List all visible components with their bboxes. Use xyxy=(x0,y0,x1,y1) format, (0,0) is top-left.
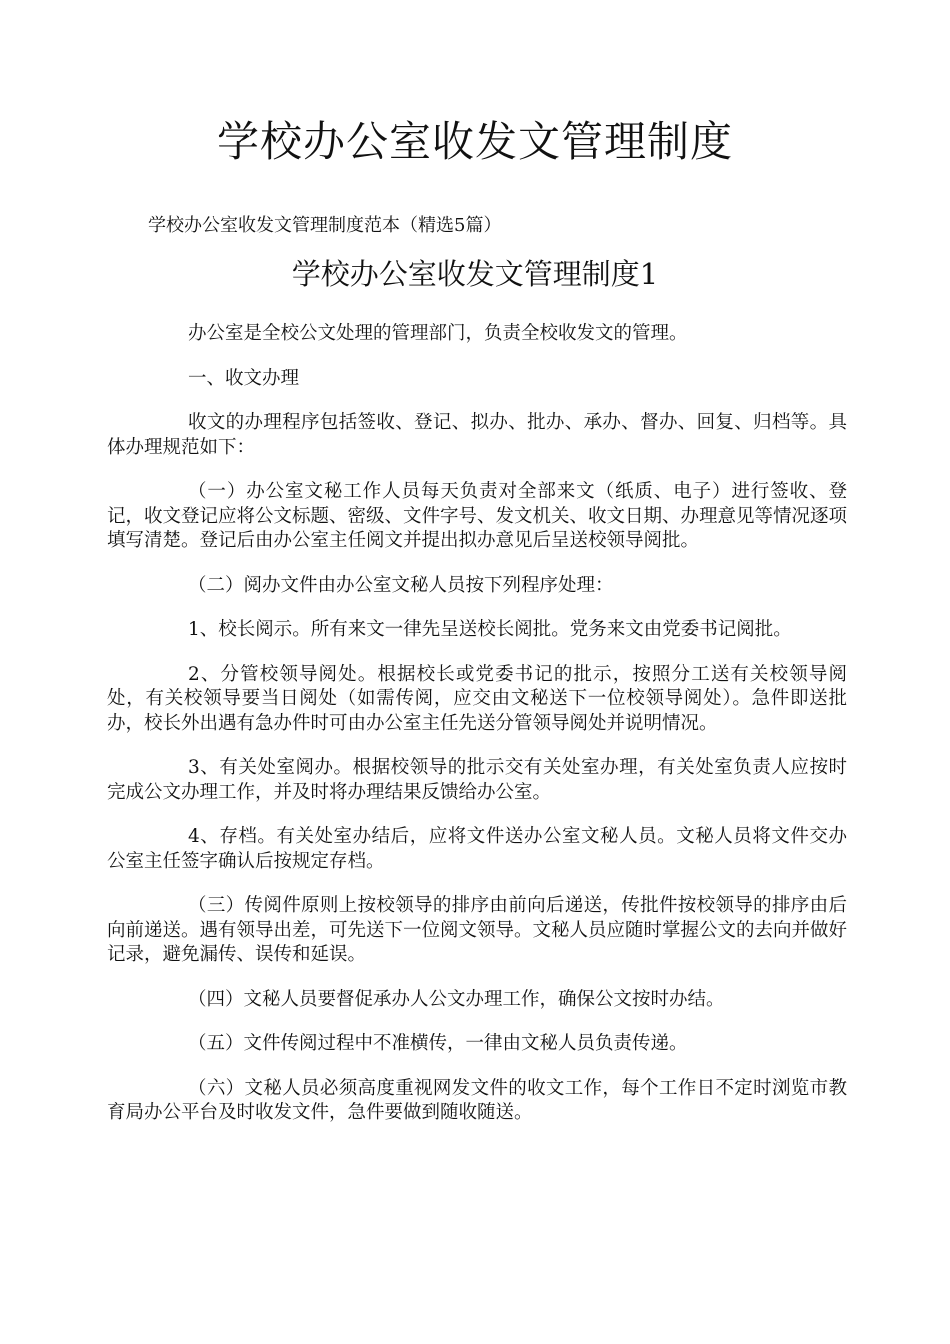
paragraph: （六）文秘人员必须高度重视网发文件的收文工作，每个工作日不定时浏览市教育局办公平台及时收发文件，急件要做到随收随送。 xyxy=(107,1077,847,1123)
paragraph: （二）阅办文件由办公室文秘人员按下列程序处理： xyxy=(188,574,614,596)
paragraph: 收文的办理程序包括签收、登记、拟办、批办、承办、督办、回复、归档等。具体办理规范如下： xyxy=(107,412,847,458)
paragraph: （四）文秘人员要督促承办人公文办理工作，确保公文按时办结。 xyxy=(188,988,725,1010)
document-title: 学校办公室收发文管理制度 xyxy=(216,117,733,166)
section-title: 学校办公室收发文管理制度1 xyxy=(291,257,659,291)
paragraph: 3、有关处室阅办。根据校领导的批示交有关处室办理，有关处室负责人应按时完成公文办理工作，并及时将办理结果反馈给办公室。 xyxy=(107,757,847,803)
paragraph: 4、存档。有关处室办结后，应将文件送办公室文秘人员。文秘人员将文件交办公室主任签字确认后按规定存档。 xyxy=(107,826,847,872)
document-body xyxy=(107,322,847,1146)
paragraph: 2、分管校领导阅处。根据校长或党委书记的批示，按照分工送有关校领导阅处，有关校领导要当日阅处（如需传阅，应交由文秘送下一位校领导阅处）。急件即送批办，校长外出遇有急办件时可由办公室主任先送分管领导阅处并说明情况。 xyxy=(107,663,847,734)
paragraph: （一）办公室文秘工作人员每天负责对全部来文（纸质、电子）进行签收、登记，收文登记应将公文标题、密级、文件字号、发文机关、收文日期、办理意见等情况逐项填写清楚。登记后由办公室主任阅文并提出拟办意见后呈送校领导阅批。 xyxy=(107,481,848,551)
paragraph: （五）文件传阅过程中不准横传，一律由文秘人员负责传递。 xyxy=(188,1033,688,1054)
paragraph: （三）传阅件原则上按校领导的排序由前向后递送，传批件按校领导的排序由后向前递送。遇有领导出差，可先送下一位阅文领导。文秘人员应随时掌握公文的去向并做好记录，避免漏传、误传和延误。 xyxy=(107,895,848,965)
paragraph-heading: 一、收文办理 xyxy=(188,367,300,389)
document-subtitle: 学校办公室收发文管理制度范本（精选5篇） xyxy=(148,215,502,236)
paragraph: 1、校长阅示。所有来文一律先呈送校长阅批。党务来文由党委书记阅批。 xyxy=(188,619,792,640)
paragraph: 办公室是全校公文处理的管理部门，负责全校收发文的管理。 xyxy=(188,323,688,344)
